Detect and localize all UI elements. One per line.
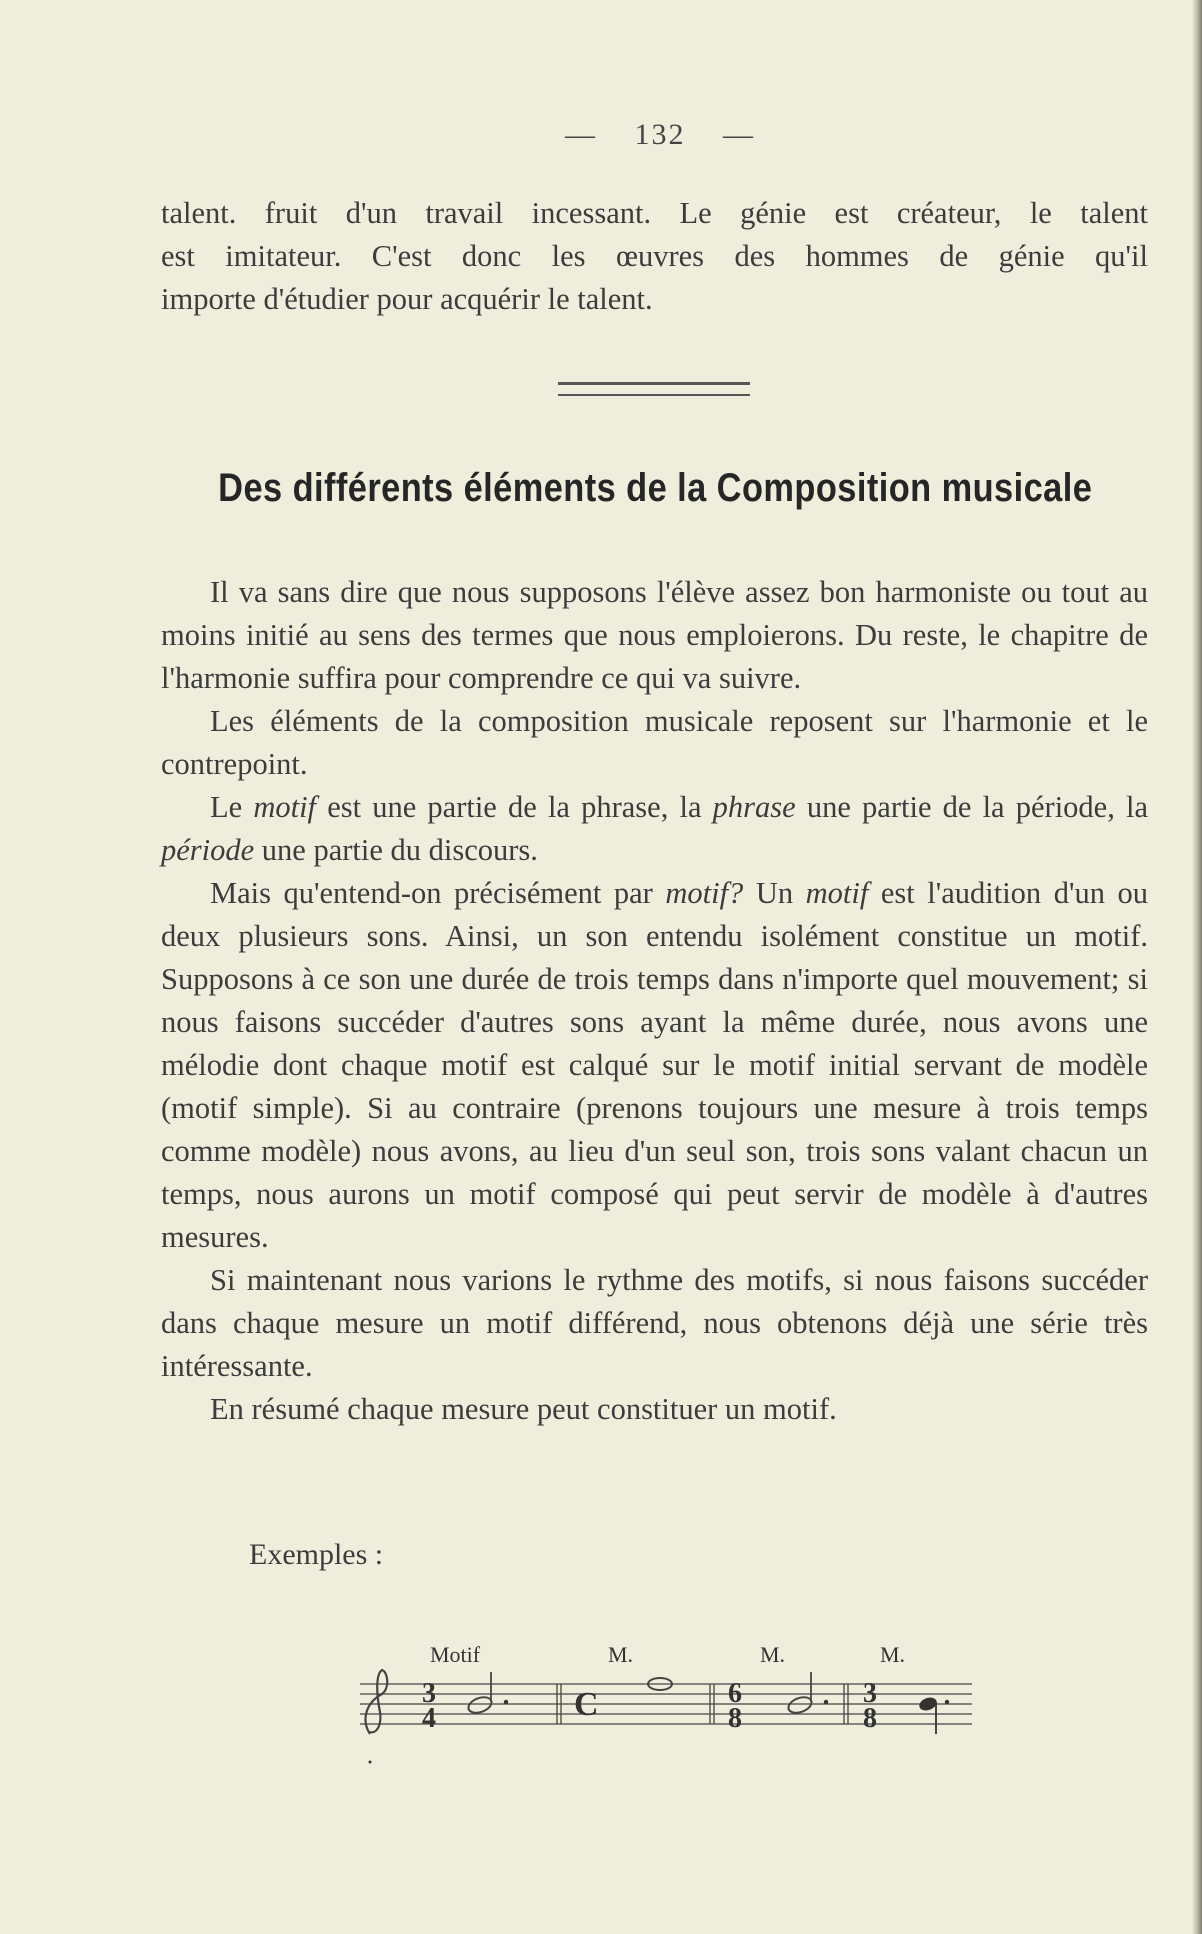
motif-label: Motif	[430, 1642, 481, 1667]
p3-italic-motif: motif	[253, 790, 317, 824]
p4-text: Un	[743, 876, 806, 910]
body-text	[161, 571, 1148, 1431]
p3-text: est une partie de la phrase, la	[316, 790, 713, 824]
page-number: 132	[634, 118, 686, 151]
time-sig-bottom: 4	[422, 1703, 436, 1734]
paragraph-4	[161, 872, 1148, 1259]
time-sig-top: 6	[728, 1678, 742, 1709]
music-example	[360, 1642, 980, 1772]
paragraph-3	[161, 786, 1148, 872]
time-sig-top: 3	[422, 1678, 436, 1709]
common-time-icon: C	[574, 1686, 599, 1723]
time-sig-top: 3	[863, 1678, 877, 1709]
section-heading: Des différents éléments de la Composition musicale	[218, 466, 1093, 510]
p4-italic-motif: motif?	[665, 876, 744, 910]
intro-line: talent. fruit d'un travail incessant. Le génie est créateur, le talent	[161, 196, 1148, 230]
folio-dash-right: —	[723, 118, 755, 151]
p3-italic-periode: période	[161, 833, 255, 867]
intro-text	[161, 192, 1148, 321]
paragraph-5: Si maintenant nous varions le rythme des motifs, si nous faisons succéder dans chaque mesure un motif différend, nous obtenons déjà une série très intéressante.	[161, 1263, 1148, 1383]
music-staff	[360, 1642, 980, 1772]
paragraph-1: Il va sans dire que nous supposons l'élève assez bon harmoniste ou tout au moins initié au sens des termes que nous emploierons. Du reste, le chapitre de l'harmonie suffira pour comprendre ce qui va suivre.	[161, 575, 1148, 695]
paragraph-2: Les éléments de la composition musicale reposent sur l'harmonie et le contrepoint.	[161, 704, 1148, 781]
p3-text: Le	[210, 790, 254, 824]
intro-line: est imitateur. C'est donc les œuvres des hommes de génie qu'il	[161, 239, 1148, 273]
half-note-icon	[466, 1694, 493, 1715]
page-number-line	[0, 118, 1202, 152]
p4-text: Mais qu'entend-on précisément par	[210, 876, 666, 910]
folio-dash-left: —	[565, 118, 597, 151]
time-sig-bottom: 8	[728, 1703, 742, 1734]
measure-label: M.	[608, 1642, 634, 1667]
half-note-icon	[786, 1694, 813, 1715]
page-edge	[1192, 0, 1202, 1934]
time-sig-bottom: 8	[863, 1703, 877, 1734]
p3-italic-phrase: phrase	[712, 790, 796, 824]
examples-label: Exemples :	[249, 1538, 384, 1571]
intro-line: importe d'étudier pour acquérir le talent.	[161, 282, 653, 316]
measure-label: M.	[880, 1642, 906, 1667]
measure-label: M.	[760, 1642, 786, 1667]
paragraph-6: En résumé chaque mesure peut constituer un motif.	[210, 1392, 837, 1426]
section-divider	[558, 382, 750, 396]
p4-text: est l'audition d'un ou deux plusieurs sons. Ainsi, un son entendu isolément constitue un motif. Supposons à ce son une durée de trois temps dans n'importe quel mouvement; si nous faisons succéder d'autres sons ayant la même durée, nous avons une mélodie dont chaque motif est calqué sur le motif initial servant de modèle (motif simple). Si au contraire (prenons toujours une mesure à trois temps comme modèle) nous avons, au lieu d'un seul son, trois sons valant chacun un temps, nous aurons un motif composé qui peut servir de modèle à d'autres mesures.	[161, 876, 1148, 1254]
p3-text: une partie du discours.	[254, 833, 538, 867]
p4-italic-motif: motif	[805, 876, 869, 910]
p3-text: une partie de la période, la	[795, 790, 1148, 824]
